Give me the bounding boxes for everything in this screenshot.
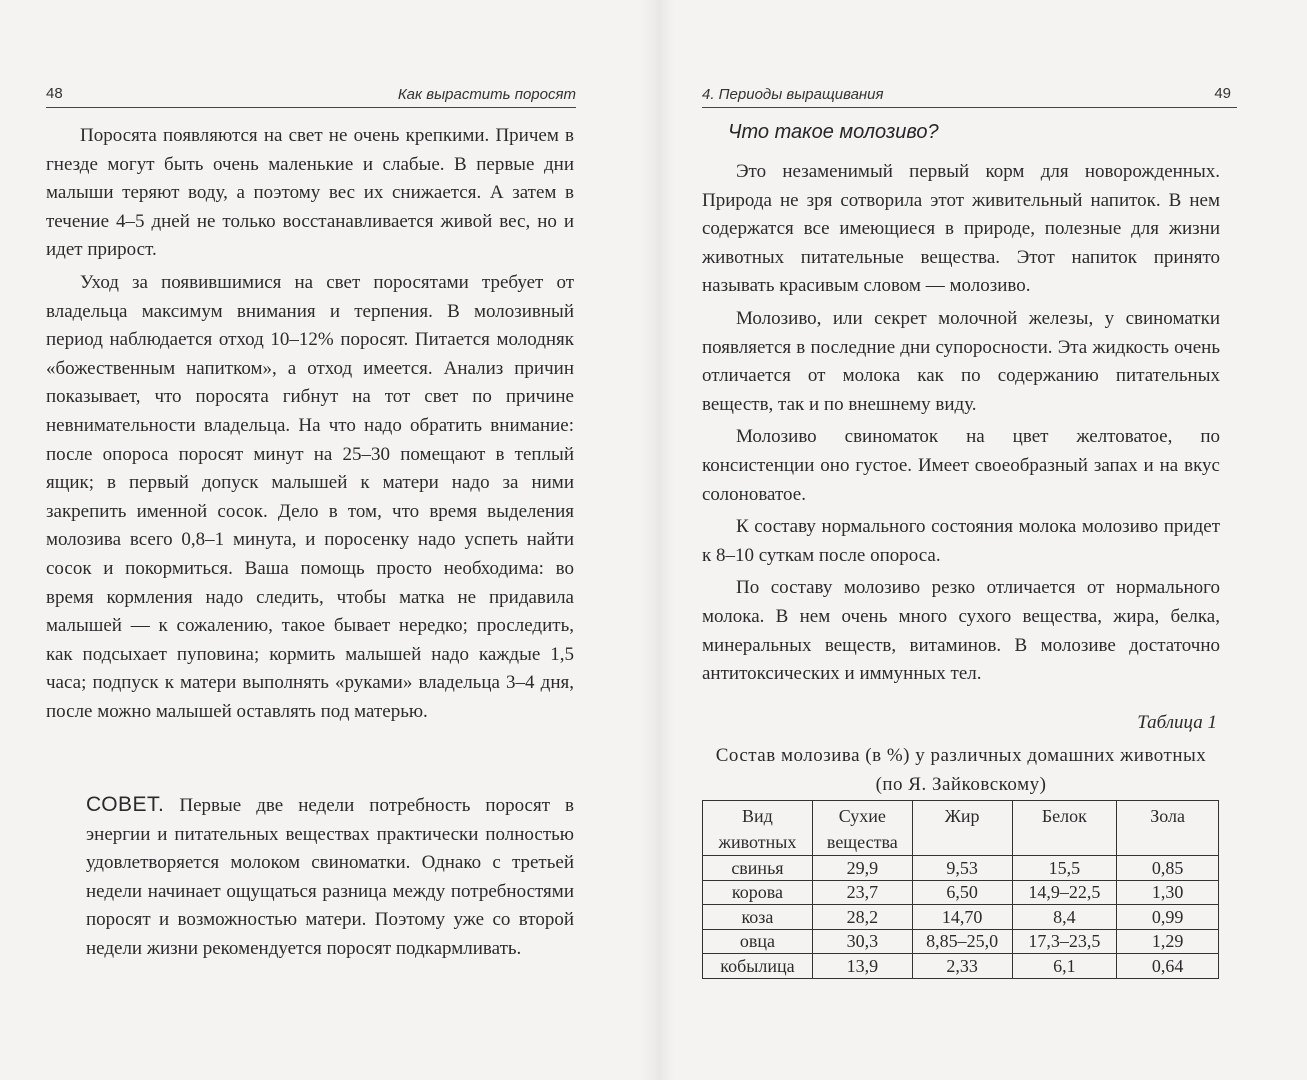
table-cell: 8,85–25,0 bbox=[912, 929, 1012, 954]
table-cell: 13,9 bbox=[812, 954, 912, 979]
table-row bbox=[703, 880, 1219, 905]
table-header-cell: Вид животных bbox=[703, 801, 813, 856]
advice-text: Первые две недели потребность поросят в энергии и питательных веществах практически полностью удовлетворяется молоком свиноматки. Однако с третьей недели начинает ощущаться разница между потребностями поросят и возможностью матери. Поэтому уже со второй недели жизни рекомендуется поросят подкармливать. bbox=[86, 795, 574, 959]
header-rule bbox=[46, 107, 576, 108]
table-header-cell: Белок bbox=[1012, 801, 1117, 856]
right-page bbox=[674, 0, 1307, 1080]
table-cell: 14,9–22,5 bbox=[1012, 880, 1117, 905]
paragraph: Поросята появляются на свет не очень крепкими. Причем в гнезде могут быть очень маленькие и слабые. В первые дни малыши теряют воду, а поэтому вес их снижается. А затем в течение 4–5 дней не только восстанавливается живой вес, но и идет прирост. bbox=[46, 125, 574, 261]
paragraph: Молозиво свиноматок на цвет желтоватое, по консистенции оно густое. Имеет своеобразный запах и на вкус солоноватое. bbox=[702, 426, 1220, 505]
right-page-number: 49 bbox=[1214, 85, 1231, 102]
right-running-title: 4. Периоды выращивания bbox=[702, 86, 884, 103]
left-page-number: 48 bbox=[46, 85, 63, 102]
table-cell: 0,85 bbox=[1117, 856, 1219, 881]
table-title: Состав молозива (в %) у различных домашних животных (по Я. Зайковскому) bbox=[715, 745, 1207, 795]
section-heading: Что такое молозиво? bbox=[728, 121, 939, 143]
table-header-cell: Сухие вещества bbox=[812, 801, 912, 856]
table-cell: 14,70 bbox=[912, 905, 1012, 930]
table-row bbox=[703, 929, 1219, 954]
table-label: Таблица 1 bbox=[1137, 712, 1217, 733]
table-cell: 23,7 bbox=[812, 880, 912, 905]
table-cell: 1,29 bbox=[1117, 929, 1219, 954]
table-cell: овца bbox=[703, 929, 813, 954]
table-cell: 9,53 bbox=[912, 856, 1012, 881]
composition-table bbox=[702, 800, 1219, 979]
table-header-cell: Зола bbox=[1117, 801, 1219, 856]
right-body-text bbox=[702, 158, 1220, 693]
table-cell: коза bbox=[703, 905, 813, 930]
left-body-text bbox=[46, 122, 574, 730]
paragraph: По составу молозиво резко отличается от нормального молока. В нем очень много сухого вещества, жира, белка, минеральных веществ, витаминов. В молозиве достаточно антитоксических и иммунных тел. bbox=[702, 577, 1220, 685]
table-cell: кобылица bbox=[703, 954, 813, 979]
table-cell: 8,4 bbox=[1012, 905, 1117, 930]
paragraph: Это незаменимый первый корм для новорожденных. Природа не зря сотворила этот живительный напиток. В нем содержатся все имеющиеся в природе, полезные для жизни животных питательные вещества. Этот напиток принято называть красивым словом — молозиво. bbox=[702, 161, 1220, 297]
table-cell: 30,3 bbox=[812, 929, 912, 954]
table-cell: 2,33 bbox=[912, 954, 1012, 979]
table-cell: 17,3–23,5 bbox=[1012, 929, 1117, 954]
table-cell: 0,99 bbox=[1117, 905, 1219, 930]
table-cell: 1,30 bbox=[1117, 880, 1219, 905]
advice-lead: СОВЕТ. bbox=[86, 793, 165, 816]
table-cell: 29,9 bbox=[812, 856, 912, 881]
advice-block bbox=[86, 791, 574, 964]
table-header-cell: Жир bbox=[912, 801, 1012, 856]
paragraph: Уход за появившимися на свет поросятами требует от владельца максимум внимания и терпения. В молозивный период наблюдается отход 10–12% поросят. Питается молодняк «божественным напитком», а отход имеется. Анализ причин показывает, что поросята гибнут на тот свет по причине невнимательности владельца. На что надо обратить внимание: после опороса поросят минут на 25–30 помещают в теплый ящик; в первый допуск малышей к матери надо за ними закрепить именной сосок. Дело в том, что время выделения молозива всего 0,8–1 минута, и поросенку надо успеть найти сосок и покормиться. Ваша помощь просто необходима: во время кормления надо следить, чтобы матка не придавила малышей — к сожалению, такое бывает нередко; проследить, как подсыхает пуповина; кормить малышей надо каждые 1,5 часа; подпуск к матери выполнять «руками» владельца 3–4 дня, после можно малышей оставлять под матерью. bbox=[46, 271, 574, 722]
table-cell: 28,2 bbox=[812, 905, 912, 930]
table-cell: 6,1 bbox=[1012, 954, 1117, 979]
table-cell: 6,50 bbox=[912, 880, 1012, 905]
header-rule bbox=[702, 107, 1237, 108]
paragraph: К составу нормального состояния молока молозиво придет к 8–10 суткам после опороса. bbox=[702, 516, 1220, 566]
table-row bbox=[703, 856, 1219, 881]
table-row bbox=[703, 954, 1219, 979]
table-row bbox=[703, 905, 1219, 930]
book-gutter bbox=[640, 0, 674, 1080]
paragraph: Молозиво, или секрет молочной железы, у свиноматки появляется в последние дни супоросности. Эта жидкость очень отличается от молока как по содержанию питательных веществ, так и по внешнему виду. bbox=[702, 307, 1220, 415]
table-cell: свинья bbox=[703, 856, 813, 881]
table-cell: корова bbox=[703, 880, 813, 905]
table-cell: 15,5 bbox=[1012, 856, 1117, 881]
table-cell: 0,64 bbox=[1117, 954, 1219, 979]
left-running-title: Как вырастить поросят bbox=[397, 86, 576, 103]
right-running-header bbox=[702, 80, 1237, 108]
table-header-row bbox=[703, 801, 1219, 856]
left-page bbox=[0, 0, 640, 1080]
left-running-header bbox=[46, 80, 576, 108]
